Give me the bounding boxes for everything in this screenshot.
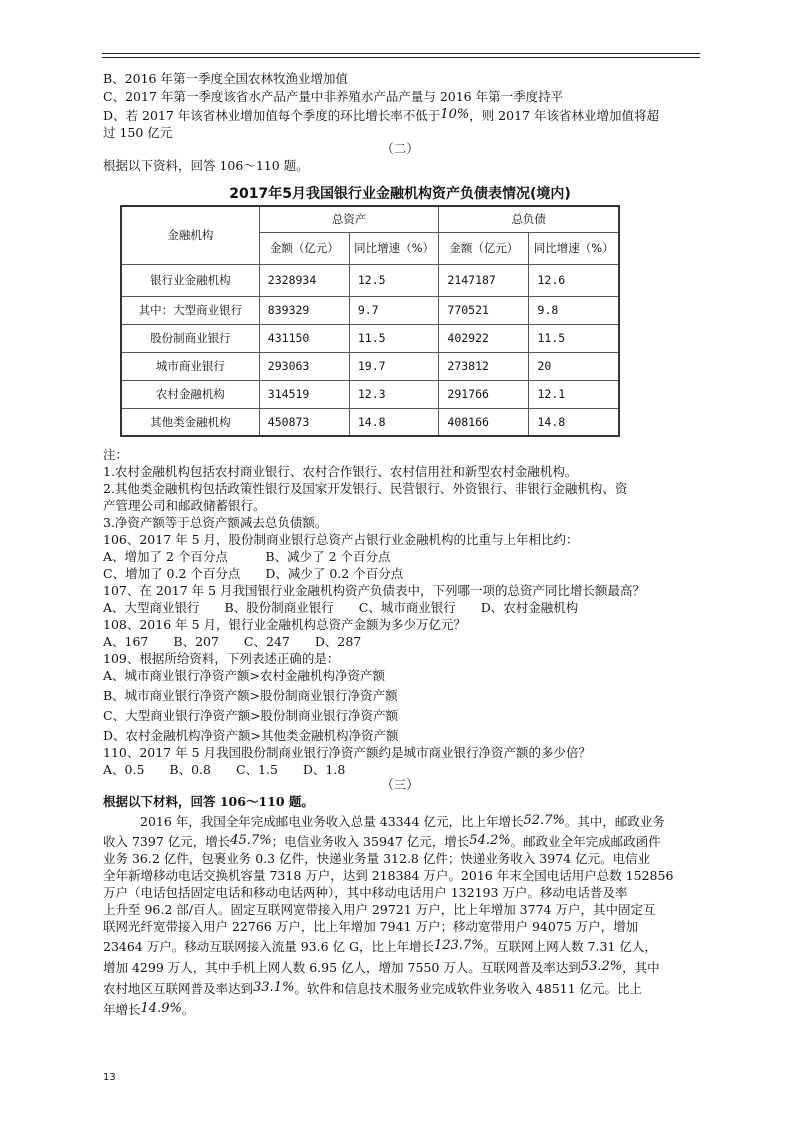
passage-line-4: 全年新增移动电话交换机容量 7318 万户，达到 218384 万户。2016 年末全国电话用户总数 152856: [103, 868, 674, 883]
table-row: [121, 296, 619, 324]
table-row: [121, 380, 619, 408]
passage-text: 收入 7397 亿元，增长: [103, 834, 231, 849]
row-liab: 291766: [439, 380, 529, 408]
row-liab: 408166: [439, 408, 529, 436]
table-row: [121, 408, 619, 436]
passage-line-1: [140, 812, 665, 831]
row-name: 其他类金融机构: [121, 408, 259, 436]
passage-line-9: [103, 958, 660, 977]
table-row: [121, 352, 619, 380]
row-name: 其中：大型商业银行: [121, 296, 259, 324]
growth-percent: 123.7%: [433, 938, 484, 953]
passage-text: 。其中，邮政业务: [564, 814, 665, 829]
row-assets: 314519: [259, 380, 349, 408]
passage-line-7: 联网光纤宽带接入用户 22766 万户，比上年增加 7941 万户；移动宽带用户 94075 万户，增加: [103, 919, 639, 934]
page-number: 13: [103, 1072, 116, 1083]
passage-text: 增加 4299 万人，其中手机上网人数 6.95 亿人，增加 7550 万人。互联网普及率达到: [103, 960, 581, 975]
passage-text: 。软件和信息技术服务业完成软件业务收入 48511 亿元。比上: [294, 981, 643, 996]
row-assets-growth: 9.7: [349, 296, 439, 324]
growth-percent: 52.7%: [523, 813, 565, 828]
question-109-option-d: D、农村金融机构净资产额>其他类金融机构净资产额: [103, 728, 399, 743]
header-rule-bottom: [102, 57, 700, 58]
passage-text: ；电信业务收入 35947 亿元，增长: [271, 834, 470, 849]
option-d-line1: [103, 106, 659, 125]
row-liab: 273812: [439, 352, 529, 380]
option-d-percent: 10%: [440, 107, 470, 122]
growth-percent: 54.2%: [469, 833, 511, 848]
row-liab-growth: 20: [529, 352, 619, 380]
notes-label: 注：: [103, 447, 129, 462]
row-name: 农村金融机构: [121, 380, 259, 408]
growth-percent: 14.9%: [140, 1001, 182, 1016]
row-liab-growth: 14.8: [529, 408, 619, 436]
row-assets-growth: 12.3: [349, 380, 439, 408]
row-name: 城市商业银行: [121, 352, 259, 380]
passage-text: ，其中: [622, 960, 660, 975]
row-liab: 2147187: [439, 264, 529, 296]
question-109-option-c: C、大型商业银行净资产额>股份制商业银行净资产额: [103, 708, 399, 723]
option-d-text-b: ，则 2017 年该省林业增加值将超: [469, 108, 659, 123]
question-109: 109、根据所给资料，下列表述正确的是：: [103, 651, 340, 666]
row-liab-growth: 12.6: [529, 264, 619, 296]
row-assets: 431150: [259, 324, 349, 352]
passage-text: 年增长: [103, 1002, 141, 1017]
header-rule-top: [102, 53, 700, 54]
row-assets-growth: 19.7: [349, 352, 439, 380]
growth-percent: 33.1%: [253, 980, 295, 995]
section2-heading: （二）: [381, 141, 419, 156]
option-c: C、2017 年第一季度该省水产品产量中非养殖水产品产量与 2016 年第一季度持平: [103, 89, 564, 104]
question-110: 110、2017 年 5 月我国股份制商业银行净资产额约是城市商业银行净资产额的多少倍？: [103, 745, 592, 760]
question-106-options-cd: C、增加了 0.2 个百分点 D、减少了 0.2 个百分点: [103, 566, 404, 581]
growth-percent: 45.7%: [230, 833, 272, 848]
row-name: 银行业金融机构: [121, 264, 259, 296]
header-institution: 金融机构: [121, 206, 259, 264]
passage-line-8: [103, 937, 657, 956]
question-106: 106、2017 年 5 月，股份制商业银行总资产占银行业金融机构的比重与上年相比约：: [103, 532, 579, 547]
row-liab: 770521: [439, 296, 529, 324]
table-row: [121, 324, 619, 352]
row-name: 股份制商业银行: [121, 324, 259, 352]
note-1: 1.农村金融机构包括农村商业银行、农村合作银行、农村信用社和新型农村金融机构。: [103, 464, 578, 479]
row-liab-growth: 9.8: [529, 296, 619, 324]
balance-sheet-table: [120, 205, 620, 437]
option-b: B、2016 年第一季度全国农林牧渔业增加值: [103, 71, 348, 86]
row-liab-growth: 11.5: [529, 324, 619, 352]
option-d-line2: 过 150 亿元: [103, 125, 173, 140]
row-assets-growth: 12.5: [349, 264, 439, 296]
question-108-options: A、167 B、207 C、247 D、287: [103, 634, 362, 649]
subheader-liab-growth: 同比增速（%）: [529, 232, 619, 264]
section3-heading: （三）: [381, 777, 419, 792]
row-assets: 2328934: [259, 264, 349, 296]
question-107-options: A、大型商业银行 B、股份制商业银行 C、城市商业银行 D、农村金融机构: [103, 600, 579, 615]
row-assets-growth: 14.8: [349, 408, 439, 436]
passage-text: 。互联网上网人数 7.31 亿人，: [483, 939, 657, 954]
table-title: 2017年5月我国银行业金融机构资产负债表情况(境内): [229, 186, 571, 202]
passage-text: 。: [181, 1002, 195, 1017]
question-110-options: A、0.5 B、0.8 C、1.5 D、1.8: [103, 762, 346, 777]
passage-text: 农村地区互联网普及率达到: [103, 981, 254, 996]
passage-text: 。邮政业全年完成邮政函件: [510, 834, 661, 849]
question-109-option-a: A、城市商业银行净资产额>农村金融机构净资产额: [103, 668, 386, 683]
passage-text: 23464 万户。移动互联网接入流量 93.6 亿 G，比上年增长: [103, 939, 434, 954]
note-2a: 2.其他类金融机构包括政策性银行及国家开发银行、民营银行、外资银行、非银行金融机构、资: [103, 481, 628, 496]
passage-text: 2016 年，我国全年完成邮电业务收入总量 43344 亿元，比上年增长: [140, 814, 524, 829]
option-d-text-a: D、若 2017 年该省林业增加值每个季度的环比增长率不低于: [103, 108, 441, 123]
growth-percent: 53.2%: [580, 959, 623, 974]
row-assets: 293063: [259, 352, 349, 380]
note-2b: 产管理公司和邮政储蓄银行。: [103, 498, 266, 513]
passage-line-3: 业务 36.2 亿件，包裹业务 0.3 亿件，快递业务量 312.8 亿件；快递业务收入 3974 亿元。电信业: [103, 851, 651, 866]
question-106-options-ab: A、增加了 2 个百分点 B、减少了 2 个百分点: [103, 549, 391, 564]
passage-line-6: 上升至 96.2 部/百人。固定互联网宽带接入用户 29721 万户，比上年增加 3774 万户，其中固定互: [103, 902, 656, 917]
row-liab: 402922: [439, 324, 529, 352]
passage-line-5: 万户（电话包括固定电话和移动电话两种），其中移动电话用户 132193 万户。移动电话普及率: [103, 885, 628, 900]
passage-line-10: [103, 979, 642, 998]
subheader-liab-amount: 金额（亿元）: [439, 232, 529, 264]
question-109-option-b: B、城市商业银行净资产额>股份制商业银行净资产额: [103, 688, 398, 703]
row-assets-growth: 11.5: [349, 324, 439, 352]
row-liab-growth: 12.1: [529, 380, 619, 408]
row-assets: 839329: [259, 296, 349, 324]
header-total-liabilities: 总负债: [439, 206, 619, 232]
section2-intro: 根据以下资料，回答 106～110 题。: [103, 158, 309, 173]
question-107: 107、在 2017 年 5 月我国银行业金融机构资产负债表中，下列哪一项的总资产同比增长额最高？: [103, 583, 646, 598]
subheader-assets-amount: 金额（亿元）: [259, 232, 349, 264]
passage-line-2: [103, 832, 661, 851]
note-3: 3.净资产额等于总资产额减去总负债额。: [103, 515, 328, 530]
header-total-assets: 总资产: [259, 206, 439, 232]
subheader-assets-growth: 同比增速（%）: [349, 232, 439, 264]
table-row: [121, 264, 619, 296]
question-108: 108、2016 年 5 月，银行业金融机构总资产金额为多少万亿元？: [103, 617, 467, 632]
section3-intro: 根据以下材料，回答 106～110 题。: [103, 794, 314, 809]
row-assets: 450873: [259, 408, 349, 436]
passage-line-11: [103, 1000, 194, 1019]
